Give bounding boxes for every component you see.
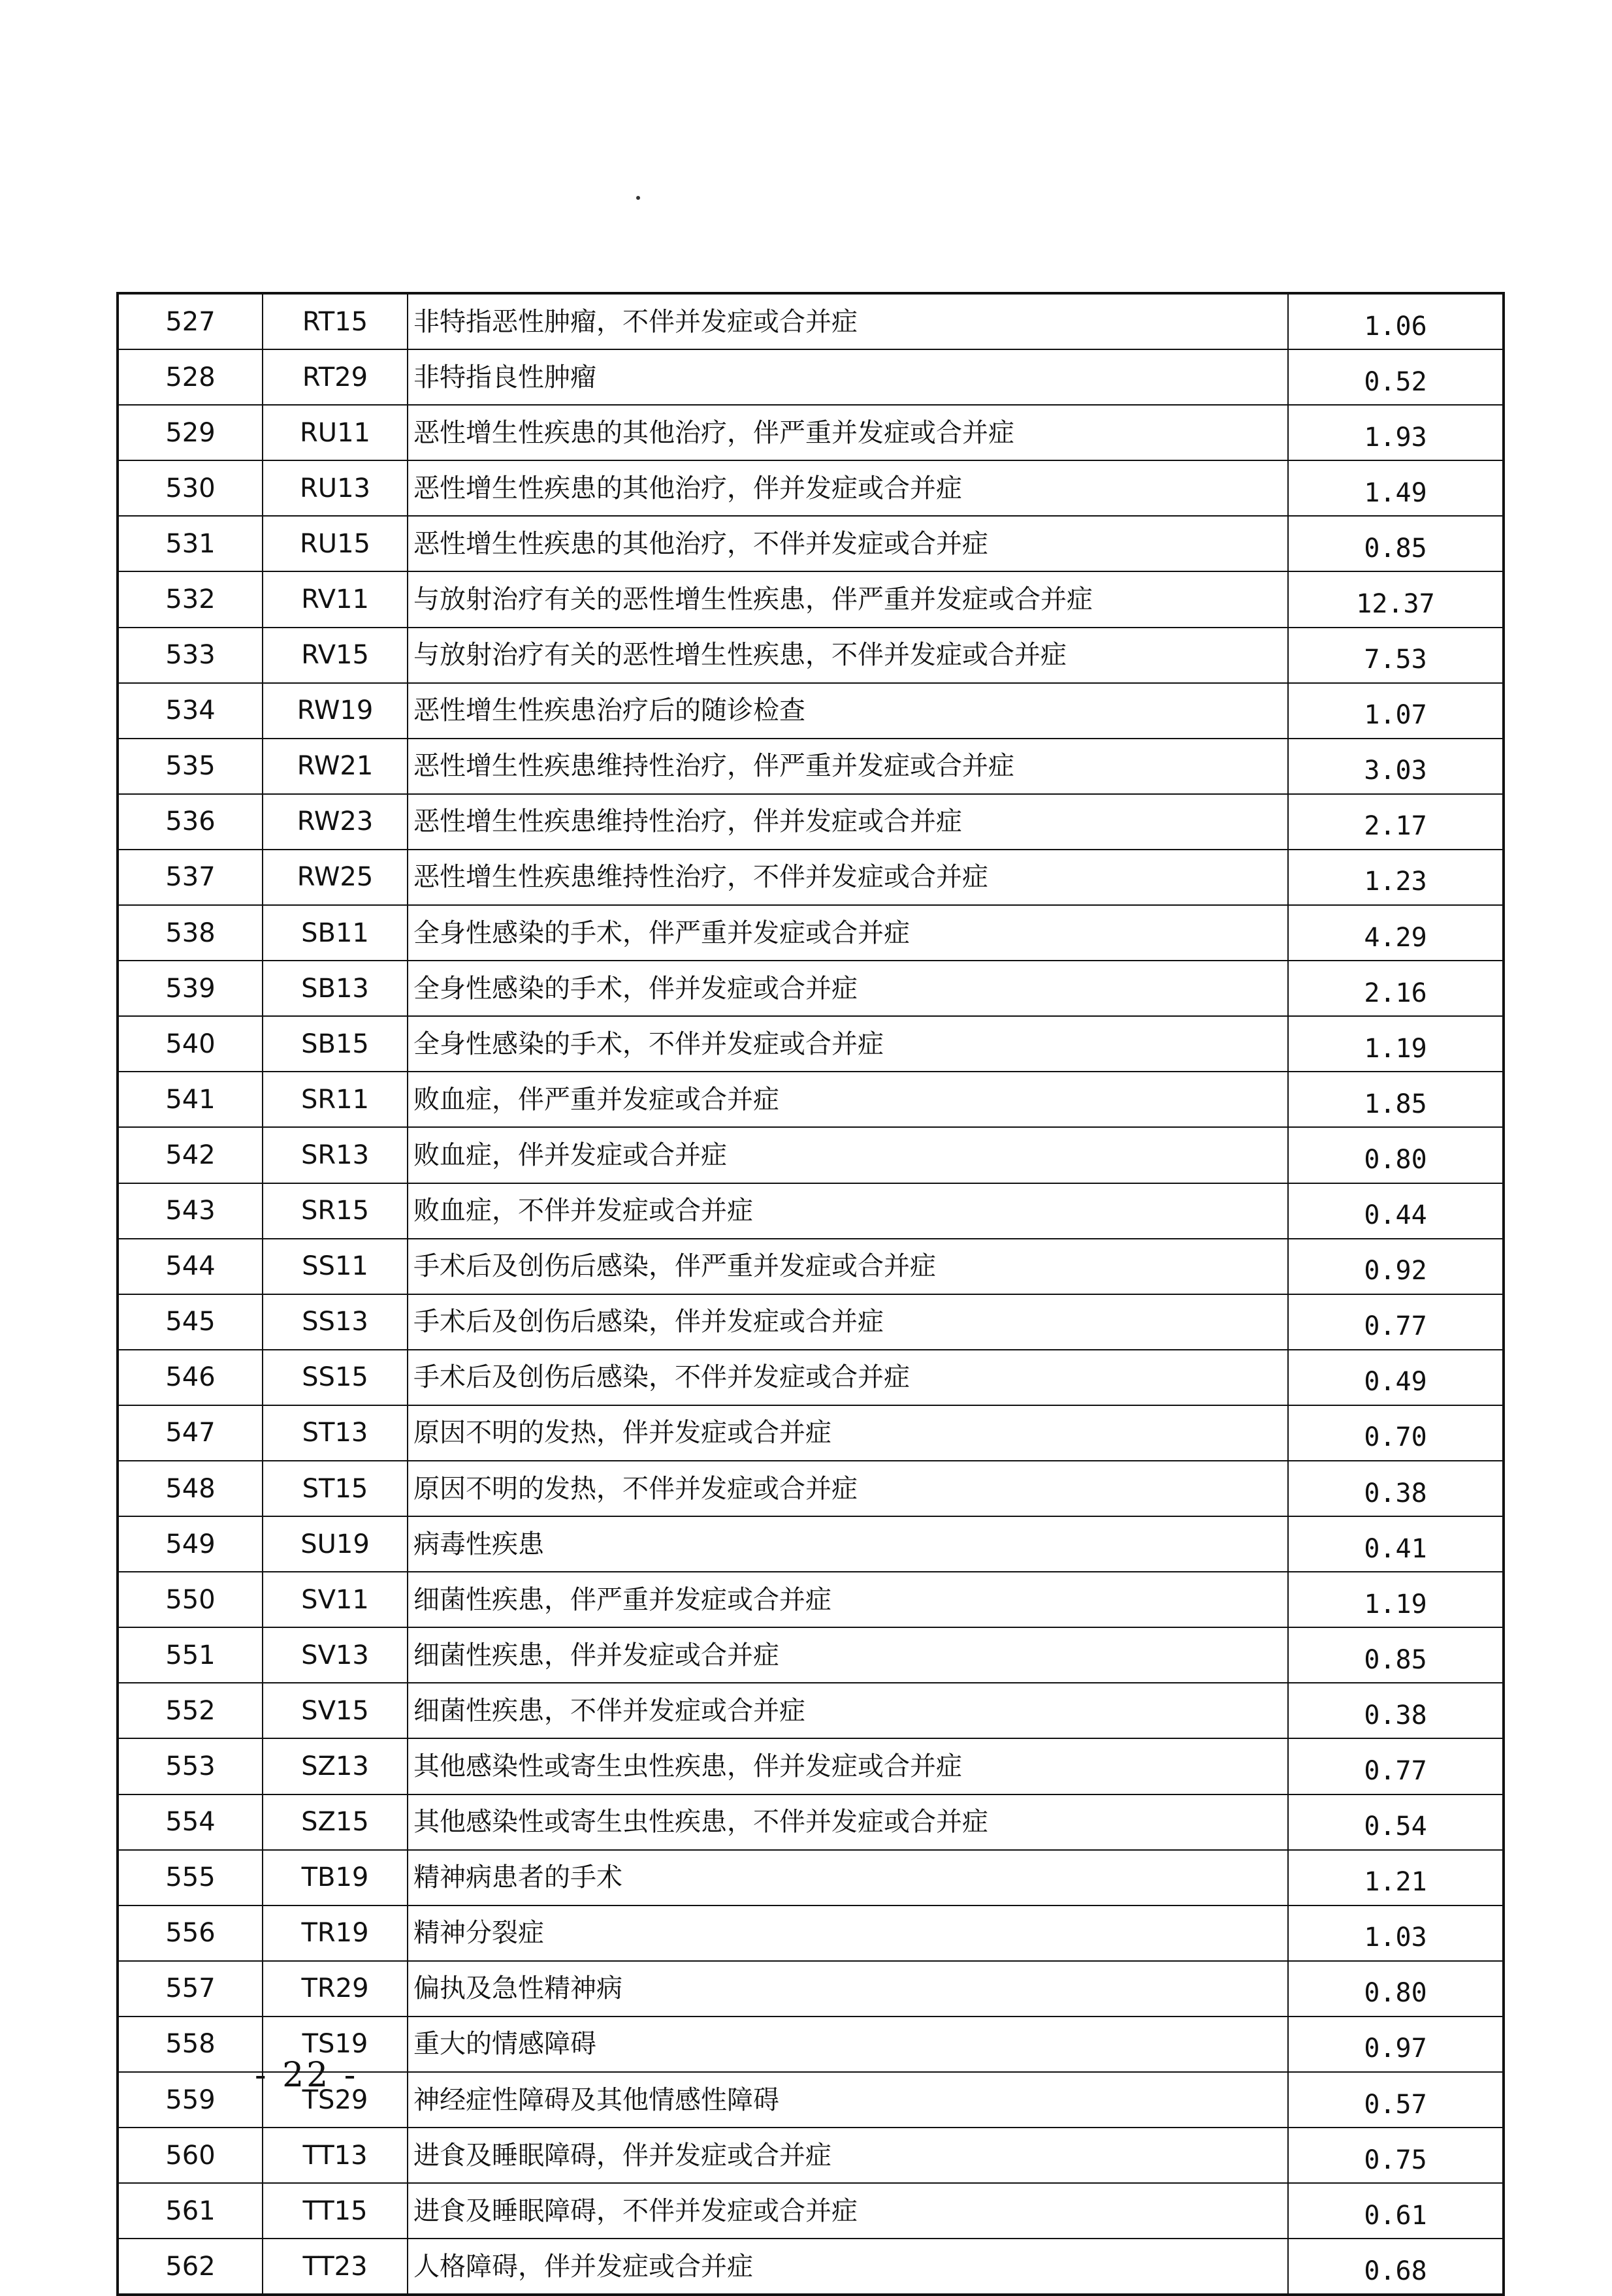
relative-weight: 0.52	[1288, 349, 1504, 405]
drg-code: RT15	[263, 293, 408, 349]
drg-code: SS15	[263, 1350, 408, 1405]
drg-name: 与放射治疗有关的恶性增生性疾患，不伴并发症或合并症	[408, 628, 1288, 683]
relative-weight: 0.38	[1288, 1461, 1504, 1516]
drg-code: ST15	[263, 1461, 408, 1516]
relative-weight: 1.93	[1288, 405, 1504, 460]
row-number: 541	[118, 1072, 263, 1127]
table-row	[118, 794, 1504, 850]
drg-name: 手术后及创伤后感染，伴并发症或合并症	[408, 1294, 1288, 1350]
table-row	[118, 850, 1504, 905]
drg-name: 细菌性疾患，伴并发症或合并症	[408, 1627, 1288, 1683]
relative-weight: 0.41	[1288, 1516, 1504, 1572]
table-row	[118, 1572, 1504, 1627]
drg-name: 病毒性疾患	[408, 1516, 1288, 1572]
row-number: 540	[118, 1016, 263, 1072]
table-row	[118, 1294, 1504, 1350]
row-number: 545	[118, 1294, 263, 1350]
drg-name: 恶性增生性疾患治疗后的随诊检查	[408, 683, 1288, 739]
drg-code: RV11	[263, 571, 408, 627]
row-number: 544	[118, 1239, 263, 1294]
table-row	[118, 628, 1504, 683]
drg-name: 败血症，伴严重并发症或合并症	[408, 1072, 1288, 1127]
drg-name: 恶性增生性疾患的其他治疗，伴并发症或合并症	[408, 460, 1288, 516]
drg-name: 与放射治疗有关的恶性增生性疾患，伴严重并发症或合并症	[408, 571, 1288, 627]
drg-name: 精神分裂症	[408, 1905, 1288, 1961]
table-row	[118, 683, 1504, 739]
relative-weight: 1.19	[1288, 1016, 1504, 1072]
drg-code: SZ13	[263, 1738, 408, 1794]
relative-weight: 0.77	[1288, 1294, 1504, 1350]
relative-weight: 1.21	[1288, 1850, 1504, 1905]
table-row	[118, 1461, 1504, 1516]
drg-code: ST13	[263, 1405, 408, 1461]
table-row	[118, 905, 1504, 961]
table-row	[118, 571, 1504, 627]
drg-name: 细菌性疾患，伴严重并发症或合并症	[408, 1572, 1288, 1627]
drg-code: SR15	[263, 1183, 408, 1239]
drg-name: 非特指良性肿瘤	[408, 349, 1288, 405]
relative-weight: 1.07	[1288, 683, 1504, 739]
table-row	[118, 1016, 1504, 1072]
row-number: 527	[118, 293, 263, 349]
table-row	[118, 1961, 1504, 2017]
scan-speck	[636, 196, 640, 200]
relative-weight: 0.61	[1288, 2183, 1504, 2239]
row-number: 537	[118, 850, 263, 905]
drg-name: 偏执及急性精神病	[408, 1961, 1288, 2017]
row-number: 532	[118, 571, 263, 627]
relative-weight: 0.54	[1288, 1794, 1504, 1850]
drg-code: SB11	[263, 905, 408, 961]
drg-name: 全身性感染的手术，伴严重并发症或合并症	[408, 905, 1288, 961]
relative-weight: 0.70	[1288, 1405, 1504, 1461]
relative-weight: 2.16	[1288, 961, 1504, 1016]
relative-weight: 0.85	[1288, 1627, 1504, 1683]
row-number: 559	[118, 2072, 263, 2128]
relative-weight: 1.23	[1288, 850, 1504, 905]
relative-weight: 12.37	[1288, 571, 1504, 627]
table-row	[118, 1239, 1504, 1294]
drg-name: 其他感染性或寄生虫性疾患，不伴并发症或合并症	[408, 1794, 1288, 1850]
drg-name: 进食及睡眠障碍，伴并发症或合并症	[408, 2128, 1288, 2183]
relative-weight: 0.44	[1288, 1183, 1504, 1239]
relative-weight: 0.80	[1288, 1961, 1504, 2017]
row-number: 556	[118, 1905, 263, 1961]
drg-name: 恶性增生性疾患的其他治疗，伴严重并发症或合并症	[408, 405, 1288, 460]
row-number: 558	[118, 2017, 263, 2072]
row-number: 531	[118, 516, 263, 571]
drg-code: SS13	[263, 1294, 408, 1350]
drg-code: RU13	[263, 460, 408, 516]
relative-weight: 1.19	[1288, 1572, 1504, 1627]
table-row	[118, 1516, 1504, 1572]
row-number: 557	[118, 1961, 263, 2017]
drg-code: RW21	[263, 739, 408, 794]
relative-weight: 1.03	[1288, 1905, 1504, 1961]
drg-name: 手术后及创伤后感染，伴严重并发症或合并症	[408, 1239, 1288, 1294]
table-row	[118, 739, 1504, 794]
drg-name: 恶性增生性疾患维持性治疗，伴并发症或合并症	[408, 794, 1288, 850]
table-body	[118, 293, 1504, 2295]
drg-code: TB19	[263, 1850, 408, 1905]
drg-code: TS19	[263, 2017, 408, 2072]
drg-code: RU15	[263, 516, 408, 571]
relative-weight: 1.49	[1288, 460, 1504, 516]
drg-code: SZ15	[263, 1794, 408, 1850]
drg-name: 非特指恶性肿瘤，不伴并发症或合并症	[408, 293, 1288, 349]
row-number: 551	[118, 1627, 263, 1683]
table-row	[118, 1683, 1504, 1738]
drg-name: 其他感染性或寄生虫性疾患，伴并发症或合并症	[408, 1738, 1288, 1794]
table-row	[118, 1738, 1504, 1794]
table-row	[118, 293, 1504, 349]
row-number: 555	[118, 1850, 263, 1905]
drg-code: TT23	[263, 2239, 408, 2295]
row-number: 530	[118, 460, 263, 516]
table-row	[118, 1183, 1504, 1239]
drg-name: 原因不明的发热，伴并发症或合并症	[408, 1405, 1288, 1461]
drg-name: 手术后及创伤后感染，不伴并发症或合并症	[408, 1350, 1288, 1405]
relative-weight: 0.57	[1288, 2072, 1504, 2128]
drg-name: 恶性增生性疾患维持性治疗，伴严重并发症或合并症	[408, 739, 1288, 794]
table-row	[118, 2239, 1504, 2295]
drg-code: TT15	[263, 2183, 408, 2239]
drg-code: SR11	[263, 1072, 408, 1127]
drg-name: 进食及睡眠障碍，不伴并发症或合并症	[408, 2183, 1288, 2239]
relative-weight: 1.85	[1288, 1072, 1504, 1127]
drg-code: RW23	[263, 794, 408, 850]
drg-code: TT13	[263, 2128, 408, 2183]
relative-weight: 0.49	[1288, 1350, 1504, 1405]
row-number: 538	[118, 905, 263, 961]
row-number: 553	[118, 1738, 263, 1794]
relative-weight: 0.77	[1288, 1738, 1504, 1794]
drg-code: RU11	[263, 405, 408, 460]
row-number: 560	[118, 2128, 263, 2183]
row-number: 562	[118, 2239, 263, 2295]
row-number: 549	[118, 1516, 263, 1572]
table-row	[118, 1905, 1504, 1961]
drg-name: 恶性增生性疾患的其他治疗，不伴并发症或合并症	[408, 516, 1288, 571]
relative-weight: 2.17	[1288, 794, 1504, 850]
table-row	[118, 1072, 1504, 1127]
row-number: 561	[118, 2183, 263, 2239]
row-number: 528	[118, 349, 263, 405]
drg-name: 全身性感染的手术，伴并发症或合并症	[408, 961, 1288, 1016]
drg-code: SS11	[263, 1239, 408, 1294]
drg-name: 全身性感染的手术，不伴并发症或合并症	[408, 1016, 1288, 1072]
row-number: 554	[118, 1794, 263, 1850]
drg-name: 原因不明的发热，不伴并发症或合并症	[408, 1461, 1288, 1516]
relative-weight: 3.03	[1288, 739, 1504, 794]
table-row	[118, 1850, 1504, 1905]
relative-weight: 0.92	[1288, 1239, 1504, 1294]
table-row	[118, 516, 1504, 571]
drg-name: 败血症，不伴并发症或合并症	[408, 1183, 1288, 1239]
row-number: 543	[118, 1183, 263, 1239]
relative-weight: 0.85	[1288, 516, 1504, 571]
row-number: 547	[118, 1405, 263, 1461]
drg-weight-table	[116, 292, 1505, 2296]
drg-code: RV15	[263, 628, 408, 683]
drg-code: TS29	[263, 2072, 408, 2128]
table-row	[118, 1350, 1504, 1405]
drg-code: SV11	[263, 1572, 408, 1627]
relative-weight: 0.38	[1288, 1683, 1504, 1738]
table-row	[118, 961, 1504, 1016]
drg-name: 恶性增生性疾患维持性治疗，不伴并发症或合并症	[408, 850, 1288, 905]
table-row	[118, 2128, 1504, 2183]
table-row	[118, 1794, 1504, 1850]
drg-code: SV13	[263, 1627, 408, 1683]
row-number: 546	[118, 1350, 263, 1405]
relative-weight: 7.53	[1288, 628, 1504, 683]
table-row	[118, 349, 1504, 405]
table-row	[118, 1127, 1504, 1183]
drg-code: TR29	[263, 1961, 408, 2017]
page-number: - 22 -	[255, 2056, 359, 2095]
drg-code: SU19	[263, 1516, 408, 1572]
row-number: 535	[118, 739, 263, 794]
drg-code: RW19	[263, 683, 408, 739]
relative-weight: 1.06	[1288, 293, 1504, 349]
relative-weight: 0.75	[1288, 2128, 1504, 2183]
row-number: 533	[118, 628, 263, 683]
relative-weight: 0.68	[1288, 2239, 1504, 2295]
drg-name: 人格障碍，伴并发症或合并症	[408, 2239, 1288, 2295]
drg-code: SB15	[263, 1016, 408, 1072]
drg-code: SV15	[263, 1683, 408, 1738]
row-number: 536	[118, 794, 263, 850]
drg-name: 重大的情感障碍	[408, 2017, 1288, 2072]
row-number: 552	[118, 1683, 263, 1738]
row-number: 529	[118, 405, 263, 460]
relative-weight: 0.97	[1288, 2017, 1504, 2072]
drg-name: 精神病患者的手术	[408, 1850, 1288, 1905]
drg-name: 细菌性疾患，不伴并发症或合并症	[408, 1683, 1288, 1738]
drg-name: 神经症性障碍及其他情感性障碍	[408, 2072, 1288, 2128]
drg-code: RW25	[263, 850, 408, 905]
table-row	[118, 405, 1504, 460]
relative-weight: 0.80	[1288, 1127, 1504, 1183]
table-row	[118, 1627, 1504, 1683]
row-number: 534	[118, 683, 263, 739]
drg-code: SB13	[263, 961, 408, 1016]
row-number: 550	[118, 1572, 263, 1627]
row-number: 548	[118, 1461, 263, 1516]
table-row	[118, 2183, 1504, 2239]
table-row	[118, 460, 1504, 516]
drg-name: 败血症，伴并发症或合并症	[408, 1127, 1288, 1183]
row-number: 542	[118, 1127, 263, 1183]
drg-code: SR13	[263, 1127, 408, 1183]
drg-code: TR19	[263, 1905, 408, 1961]
relative-weight: 4.29	[1288, 905, 1504, 961]
table-row	[118, 1405, 1504, 1461]
row-number: 539	[118, 961, 263, 1016]
drg-code: RT29	[263, 349, 408, 405]
